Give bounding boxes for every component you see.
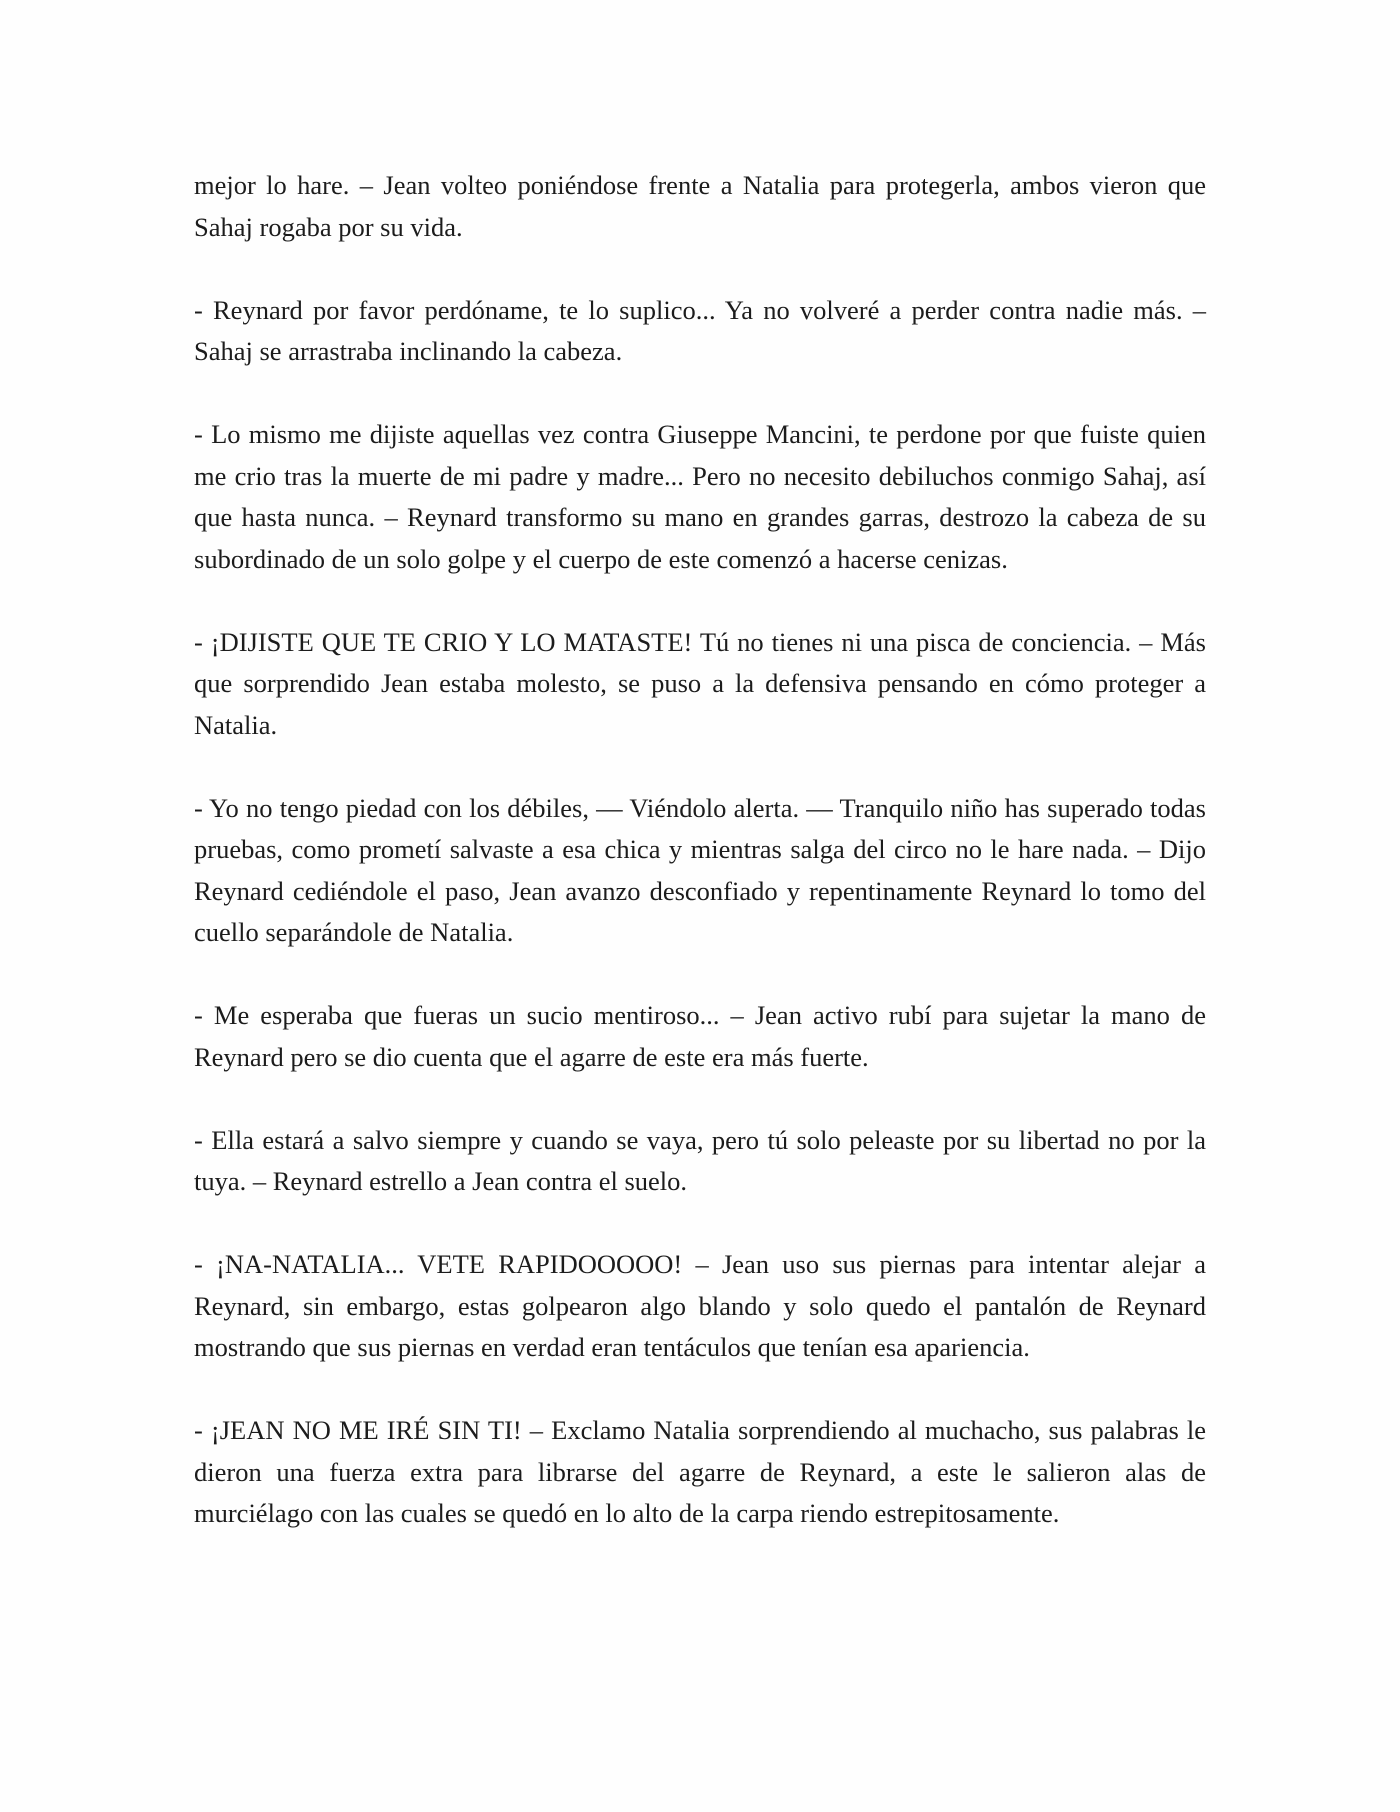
paragraph: - ¡JEAN NO ME IRÉ SIN TI! – Exclamo Natalia sorprendiendo al muchacho, sus palabras le dieron una fuerza extra para librarse del agarre de Reynard, a este le salieron alas de murciélago con las cuales se quedó en lo alto de la carpa riendo estrepitosamente. (194, 1415, 1206, 1528)
paragraph: - ¡DIJISTE QUE TE CRIO Y LO MATASTE! Tú no tienes ni una pisca de conciencia. – Más que sorprendido Jean estaba molesto, se puso a la defensiva pensando en cómo proteger a Natalia. (194, 626, 1206, 740)
paragraph: - Me esperaba que fueras un sucio mentiroso... – Jean activo rubí para sujetar la mano de Reynard pero se dio cuenta que el agarre de este era más fuerte. (194, 1000, 1206, 1072)
paragraph: mejor lo hare. – Jean volteo poniéndose frente a Natalia para protegerla, ambos vieron que Sahaj rogaba por su vida. (194, 170, 1206, 242)
paragraph: - Yo no tengo piedad con los débiles, — Viéndolo alerta. — Tranquilo niño has superado todas pruebas, como prometí salvaste a esa chica y mientras salga del circo no le hare nada. – Dijo Reynard cediéndole el paso, Jean avanzo desconfiado y repentinamente Reynard lo tomo del cuello separándole de Natalia. (194, 792, 1206, 947)
paragraph: - ¡NA-NATALIA... VETE RAPIDOOOOO! – Jean uso sus piernas para intentar alejar a Reynard, sin embargo, estas golpearon algo blando y solo quedo el pantalón de Reynard mostrando que sus piernas en verdad eran tentáculos que tenían esa apariencia. (194, 1249, 1206, 1362)
paragraph: - Ella estará a salvo siempre y cuando se vaya, pero tú solo peleaste por su libertad no por la tuya. – Reynard estrello a Jean contra el suelo. (194, 1124, 1206, 1196)
paragraph: - Reynard por favor perdóname, te lo suplico... Ya no volveré a perder contra nadie más. – Sahaj se arrastraba inclinando la cabeza. (194, 294, 1206, 366)
body-text (194, 165, 1206, 1535)
paragraph: - Lo mismo me dijiste aquellas vez contra Giuseppe Mancini, te perdone por que fuiste quien me crio tras la muerte de mi padre y madre... Pero no necesito debiluchos conmigo Sahaj, así que hasta nunca. – Reynard transformo su mano en grandes garras, destrozo la cabeza de su subordinado de un solo golpe y el cuerpo de este comenzó a hacerse cenizas. (194, 419, 1206, 574)
